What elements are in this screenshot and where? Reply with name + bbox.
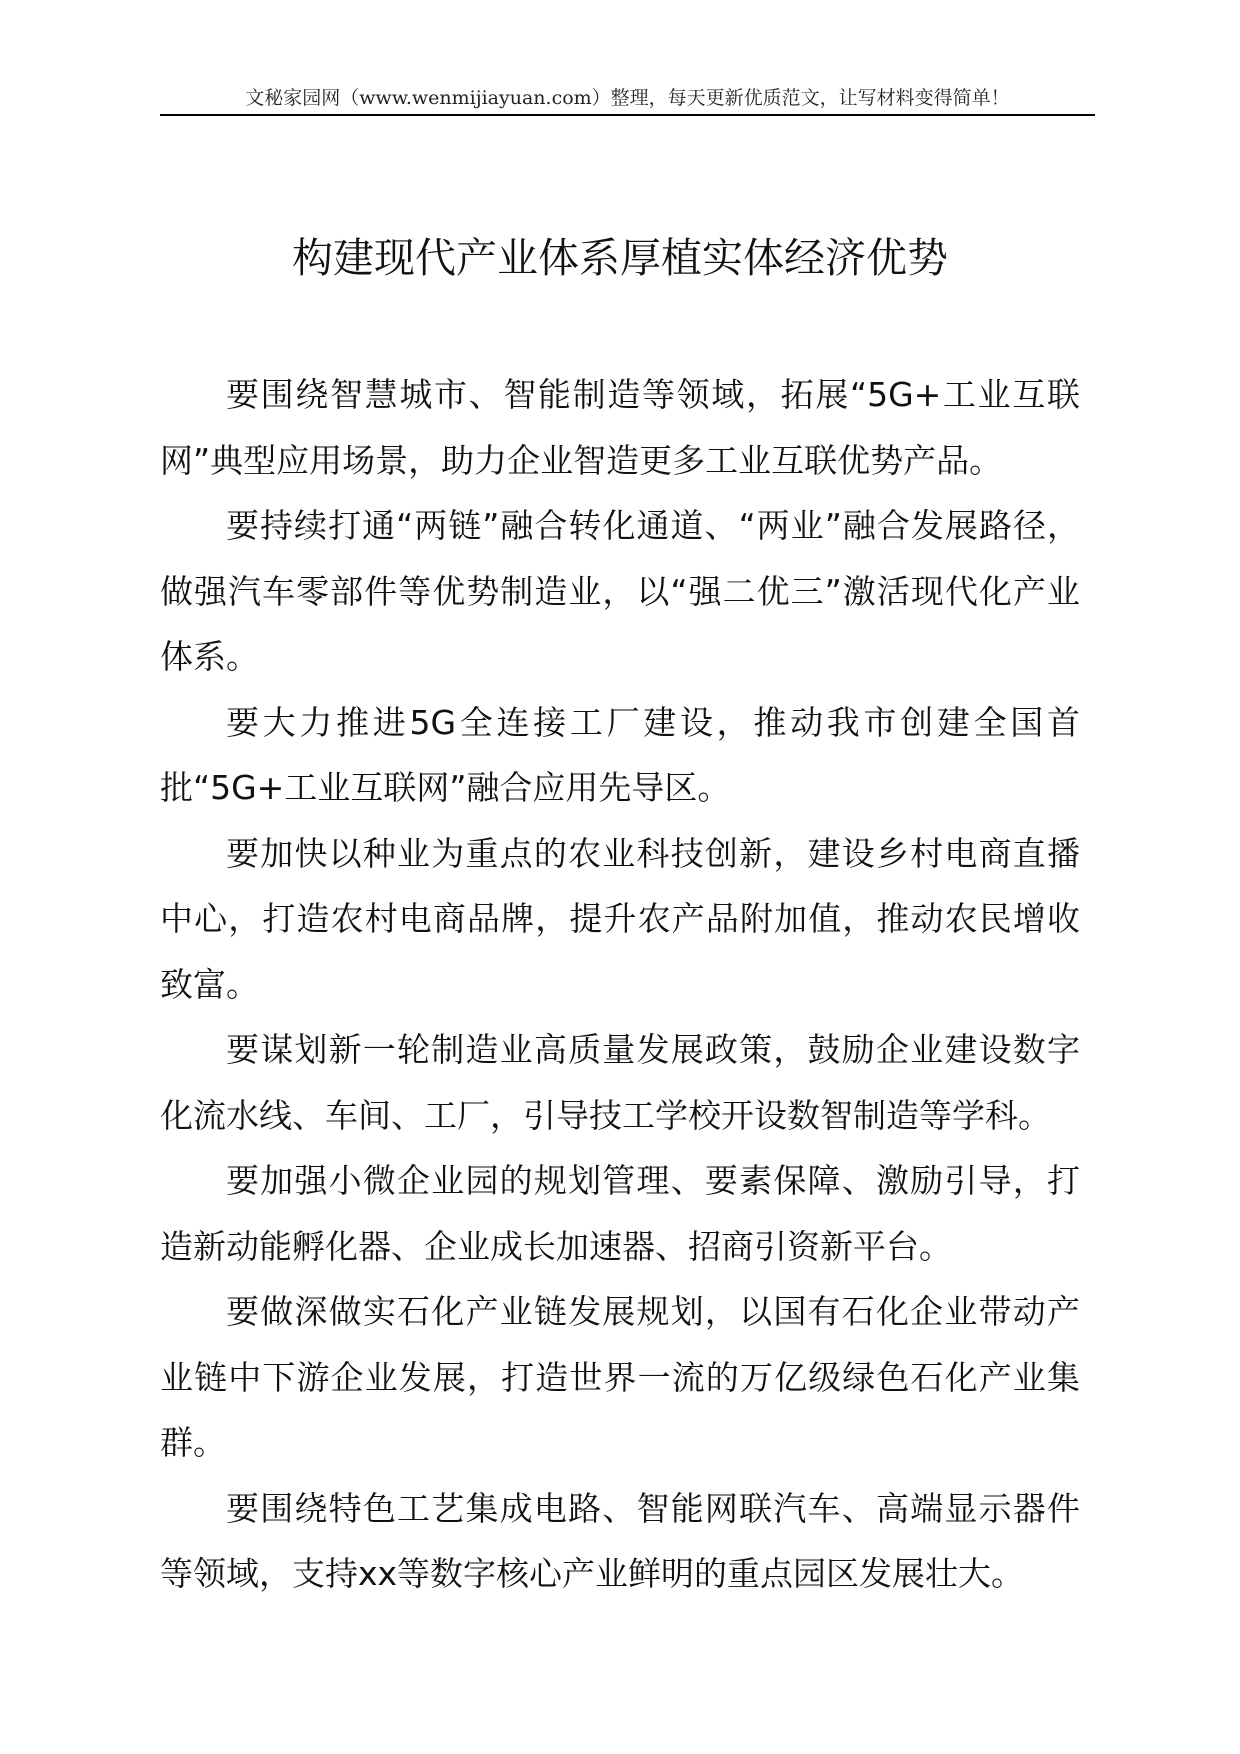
- page-header: [160, 86, 1095, 116]
- body-paragraph: 要加强小微企业园的规划管理、要素保障、激励引导，打造新动能孵化器、企业成长加速器、招商引资新平台。: [160, 1161, 1080, 1266]
- document-title: 构建现代产业体系厚植实体经济优势: [292, 234, 948, 282]
- body-paragraph: 要持续打通“两链”融合转化通道、“两业”融合发展路径，做强汽车零部件等优势制造业，以“强二优三”激活现代化产业体系。: [160, 506, 1080, 676]
- body-paragraph: 要谋划新一轮制造业高质量发展政策，鼓励企业建设数字化流水线、车间、工厂，引导技工学校开设数智制造等学科。: [160, 1030, 1080, 1135]
- body-paragraph: 要围绕智慧城市、智能制造等领域，拓展“5G+工业互联网”典型应用场景，助力企业智造更多工业互联优势产品。: [160, 375, 1080, 480]
- body-paragraph: 要大力推进5G全连接工厂建设，推动我市创建全国首批“5G+工业互联网”融合应用先导区。: [160, 702, 1080, 807]
- body-paragraph: 要加快以种业为重点的农业科技创新，建设乡村电商直播中心，打造农村电商品牌，提升农产品附加值，推动农民增收致富。: [160, 833, 1080, 1004]
- header-text: 文秘家园网（www.wenmijiayuan.com）整理，每天更新优质范文，让写材料变得简单！: [245, 87, 1010, 109]
- body-paragraph: 要围绕特色工艺集成电路、智能网联汽车、高端显示器件等领域，支持xx等数字核心产业鲜明的重点园区发展壮大。: [160, 1488, 1080, 1593]
- document-body: [160, 362, 1080, 1607]
- body-paragraph: 要做深做实石化产业链发展规划，以国有石化企业带动产业链中下游企业发展，打造世界一流的万亿级绿色石化产业集群。: [160, 1292, 1080, 1462]
